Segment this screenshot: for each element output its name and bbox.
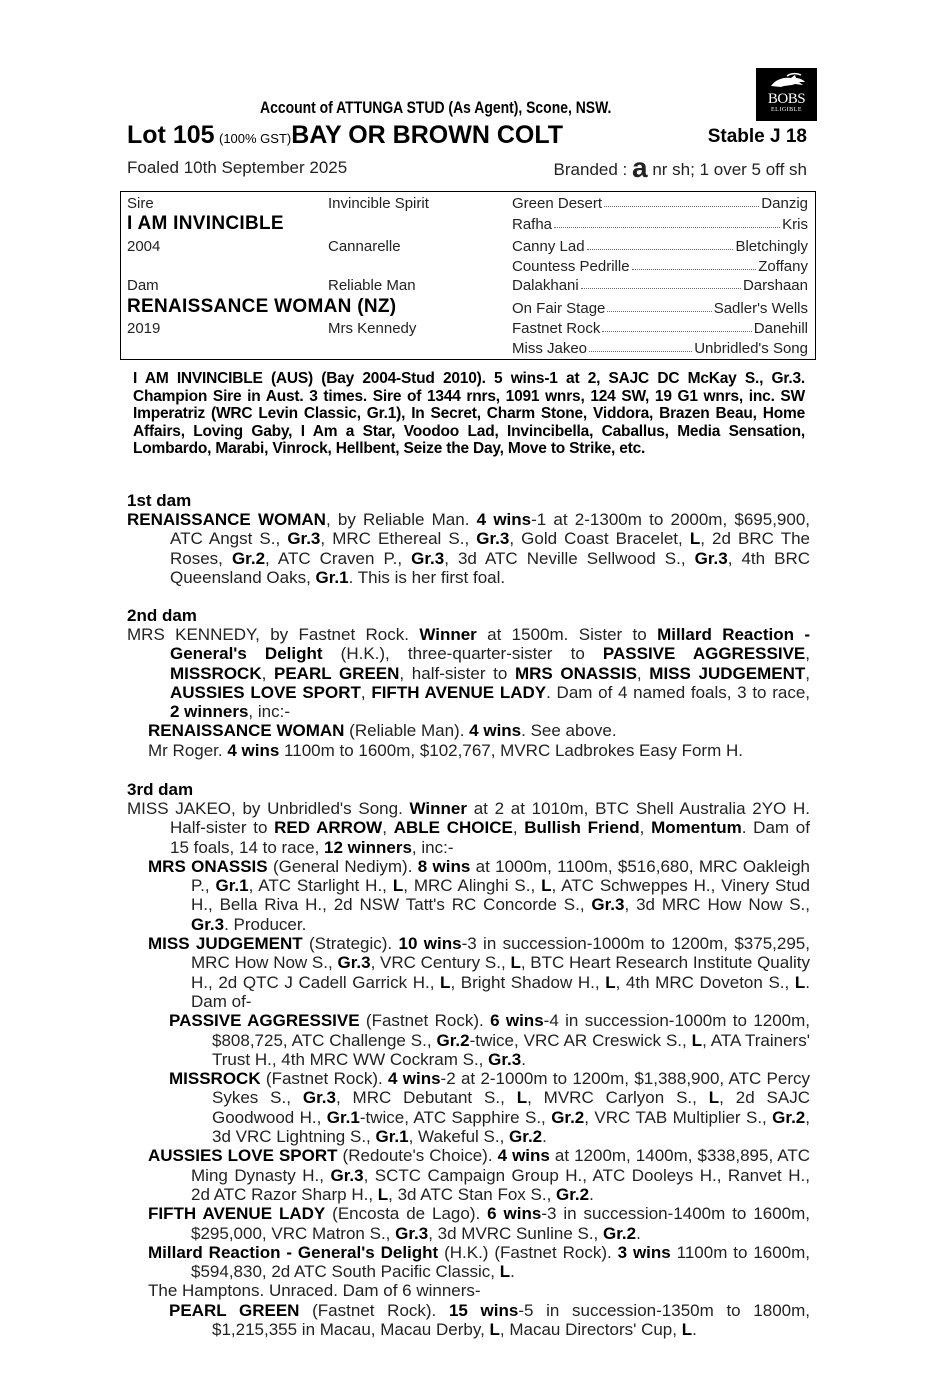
bold-text: L xyxy=(516,1088,528,1108)
text: at 1000m, 1100m, $516,680, MRC Oakleigh P., xyxy=(191,856,810,896)
bold-text: Gr.3 xyxy=(411,548,445,568)
text: , 4th MRC Doveton S., xyxy=(615,972,795,992)
text: , Gold Coast Bracelet, xyxy=(509,529,690,549)
text: (Redoute's Choice). xyxy=(337,1146,498,1166)
produce-entry xyxy=(127,857,810,934)
great-grandsire-name: Danehill xyxy=(753,320,808,337)
text: , BTC Heart Research Institute Quality H., 2d QTC J Cadell Garrick H., xyxy=(191,953,810,992)
grandparent-name: Miss Jakeo xyxy=(512,340,588,357)
text: . Dam of 4 named foals, 3 to race, xyxy=(546,682,811,702)
text: , 3d ATC Neville Sellwood S., xyxy=(444,548,695,568)
bold-text: 10 wins xyxy=(398,934,462,954)
leader-dots xyxy=(602,320,751,332)
produce-entry xyxy=(127,1243,810,1282)
bold-text: L xyxy=(605,972,616,992)
leader-dots xyxy=(587,238,734,250)
grandparent-name: Fastnet Rock xyxy=(512,320,601,337)
bold-text: Gr.3 xyxy=(488,1049,522,1069)
bold-text: L xyxy=(377,1184,389,1204)
grandparent-row xyxy=(512,238,808,255)
text: , Bright Shadow H., xyxy=(450,972,606,992)
bold-text: L xyxy=(681,1320,693,1340)
text: at 1200m, 1400m, $338,895, ATC Ming Dynasty H., xyxy=(191,1146,810,1185)
great-grandsire-name: Bletchingly xyxy=(735,238,808,255)
text: , ATC Schweppes H., Vinery Stud H., Bella Riva H., 2d NSW Tatt's RC Concorde S., xyxy=(191,876,810,915)
bold-text: PEARL GREEN xyxy=(169,1300,300,1320)
text: (Fastnet Rock). xyxy=(359,1011,491,1031)
grandparent-row xyxy=(512,216,808,233)
bold-text: L xyxy=(510,953,521,973)
bold-text: 4 wins xyxy=(476,510,532,529)
horse-head-icon xyxy=(765,72,809,92)
second-dam-entries xyxy=(127,625,810,760)
text: 1100m to 1600m, $102,767, MVRC Ladbrokes Easy Form H. xyxy=(279,740,743,760)
text: , 3d ATC Stan Fox S., xyxy=(388,1184,557,1204)
text: , xyxy=(360,682,372,702)
dam-sire: Reliable Man xyxy=(328,277,416,294)
text: . This is her first foal. xyxy=(348,567,506,587)
grandparent-name: Canny Lad xyxy=(512,238,585,255)
text: , half-sister to xyxy=(399,663,515,683)
text: . xyxy=(692,1320,697,1340)
leader-dots xyxy=(607,300,711,312)
text: . xyxy=(589,1184,594,1204)
leader-dots xyxy=(604,195,759,207)
bold-text: Bullish Friend xyxy=(524,818,640,838)
sire-summary: I AM INVINCIBLE (AUS) (Bay 2004-Stud 2010). 5 wins-1 at 2, SAJC DC McKay S., Gr.3. Champion Sire in Aust. 3 times. Sire of 1344 rnrs, 1091 wnrs, 124 SW, 19 G1 wnrs, inc. SW Imperatriz (WRC Levin Classic, Gr.1), In Secret, Charm Stone, Viddora, Brazen Beau, Home Affairs, Loving Gaby, I Am a Star, Voodoo Lad, Invincibella, Caballus, Media Sensation, Lombardo, Marabi, Vinrock, Hellbent, Seize the Day, Move to Strike, etc. xyxy=(133,370,805,457)
great-grandsire-name: Kris xyxy=(782,216,808,233)
bold-text: Gr.3 xyxy=(287,529,321,549)
branding-info xyxy=(554,152,807,184)
produce-entry xyxy=(127,741,810,760)
second-dam-section xyxy=(127,606,810,760)
great-grandsire-name: Zoffany xyxy=(758,258,808,275)
text: MRS KENNEDY, by Fastnet Rock. xyxy=(127,625,420,644)
text: . Dam of- xyxy=(191,972,810,1011)
bold-text: RED ARROW xyxy=(274,818,383,838)
text: (Strategic). xyxy=(302,934,399,954)
great-grandsire-name: Darshaan xyxy=(742,277,808,294)
text: . xyxy=(636,1223,641,1243)
bold-text: 6 wins xyxy=(487,1204,542,1224)
lot-header xyxy=(127,121,807,151)
produce-entry xyxy=(127,934,810,1011)
bold-text: Gr.3 xyxy=(191,914,225,934)
text: , inc:- xyxy=(248,702,290,722)
bold-text: FIFTH AVENUE LADY xyxy=(148,1204,326,1224)
text: Mr Roger. xyxy=(148,740,228,760)
text: , xyxy=(512,818,525,838)
leader-dots xyxy=(554,216,780,228)
second-dam-heading: 2nd dam xyxy=(127,606,197,625)
branded-detail: nr sh; 1 over 5 off sh xyxy=(652,160,807,179)
grandparent-row xyxy=(512,277,808,294)
bold-text: L xyxy=(689,529,701,549)
sire-dam: Cannarelle xyxy=(328,238,401,255)
bold-text: Gr.3 xyxy=(395,1223,429,1243)
bold-text: Momentum xyxy=(651,818,742,838)
bold-text: RENAISSANCE WOMAN xyxy=(148,721,345,741)
text: , xyxy=(261,663,274,683)
first-dam-heading: 1st dam xyxy=(127,491,192,510)
grandparent-row xyxy=(512,320,808,337)
text: , SCTC Campaign Group H., ATC Dooleys H., Ranvet H., 2d ATC Razor Sharp H., xyxy=(191,1165,810,1204)
bold-text: Gr.2 xyxy=(772,1107,806,1127)
text: , VRC TAB Multiplier S., xyxy=(584,1107,773,1127)
bold-text: MRS ONASSIS xyxy=(514,663,637,683)
sire-year: 2004 xyxy=(127,238,161,255)
bold-text: Gr.3 xyxy=(476,529,510,549)
bold-text: 8 wins xyxy=(417,856,471,876)
bold-text: Gr.2 xyxy=(556,1184,590,1204)
text: . xyxy=(510,1262,515,1282)
bold-text: Gr.3 xyxy=(337,953,371,973)
bold-text: L xyxy=(794,972,806,992)
text: , Macau Directors' Cup, xyxy=(499,1320,682,1340)
text: (Reliable Man). xyxy=(344,721,470,741)
text: -5 in succession-1350m to 1800m, $1,215,355 in Macau, Macau Derby, xyxy=(212,1300,810,1340)
bold-text: Millard Reaction - General's Delight xyxy=(148,1242,439,1262)
text: , VRC Century S., xyxy=(370,953,511,973)
text: -3 in succession-1000m to 1200m, $375,295, MRC How Now S., xyxy=(191,934,810,973)
bold-text: MISSROCK xyxy=(170,663,262,683)
bold-text: L xyxy=(499,1262,511,1282)
bold-text: Gr.3 xyxy=(694,548,728,568)
text: (General Nediym). xyxy=(267,856,418,876)
text: , xyxy=(639,818,652,838)
text: . xyxy=(542,1127,547,1147)
bold-text: RENAISSANCE WOMAN xyxy=(127,510,326,529)
text: , MRC Ethereal S., xyxy=(320,529,477,549)
bold-text: AUSSIES LOVE SPORT xyxy=(148,1146,338,1166)
great-grandsire-name: Unbridled's Song xyxy=(694,340,808,357)
bold-text: 3 wins xyxy=(617,1242,671,1262)
text: -2 at 2-1000m to 1200m, $1,388,900, ATC Percy Sykes S., xyxy=(212,1069,810,1108)
grandparent-name: On Fair Stage xyxy=(512,300,606,317)
pedigree-table xyxy=(120,191,816,360)
bold-text: PEARL GREEN xyxy=(274,663,400,683)
third-dam-section xyxy=(127,780,810,1339)
produce-entry xyxy=(127,1301,810,1340)
text: , xyxy=(805,663,810,683)
produce-entry xyxy=(127,1069,810,1146)
text: (H.K.) (Fastnet Rock). xyxy=(438,1242,618,1262)
bold-text: 12 winners xyxy=(324,837,412,857)
text: , 2d SAJC Goodwood H., xyxy=(212,1088,810,1127)
text: , inc:- xyxy=(411,837,454,857)
bold-text: 6 wins xyxy=(490,1011,544,1031)
grandparent-row xyxy=(512,340,808,357)
text: (H.K.), three-quarter-sister to xyxy=(322,644,603,664)
text: (Fastnet Rock). xyxy=(299,1300,449,1320)
text: The Hamptons. Unraced. Dam of 6 winners- xyxy=(148,1281,481,1301)
bold-text: Gr.1 xyxy=(326,1107,360,1127)
produce-entry xyxy=(127,1204,810,1243)
produce-entry xyxy=(127,721,810,740)
produce-entry xyxy=(127,1146,810,1204)
bold-text: L xyxy=(691,1030,703,1050)
bold-text: MISSROCK xyxy=(169,1069,261,1089)
leader-dots xyxy=(589,340,692,352)
bold-text: 15 wins xyxy=(448,1300,519,1320)
third-dam-heading: 3rd dam xyxy=(127,780,194,799)
bold-text: L xyxy=(708,1088,720,1108)
dam-name: RENAISSANCE WOMAN (NZ) xyxy=(127,296,397,317)
bold-text: Gr.1 xyxy=(315,567,349,587)
lot-number: Lot 105 xyxy=(127,121,215,149)
text: , MRC Debutant S., xyxy=(335,1088,517,1108)
text: , xyxy=(636,663,650,683)
text: , xyxy=(382,818,394,838)
sire-name: I AM INVINCIBLE xyxy=(127,213,284,234)
sire-label: Sire xyxy=(127,195,154,212)
bobs-eligible-logo xyxy=(756,68,817,121)
dam-dam: Mrs Kennedy xyxy=(328,320,417,337)
bold-text: Gr.2 xyxy=(603,1223,637,1243)
text: , 3d MVRC Sunline S., xyxy=(428,1223,604,1243)
grandparent-name: Rafha xyxy=(512,216,553,233)
gst-note: (100% GST) xyxy=(218,131,292,146)
bold-text: AUSSIES LOVE SPORT xyxy=(170,682,361,702)
text: . See above. xyxy=(521,721,617,741)
text: at 2 at 1010m, BTC Shell Australia 2YO H. Half-sister to xyxy=(170,799,810,838)
great-grandsire-name: Sadler's Wells xyxy=(713,300,808,317)
bold-text: Gr.1 xyxy=(215,876,249,896)
text: , xyxy=(805,644,810,664)
bold-text: L xyxy=(541,876,552,896)
text: . Dam of 15 foals, 14 to race, xyxy=(170,818,810,857)
bold-text: 4 wins xyxy=(388,1069,441,1089)
produce-entry xyxy=(127,1281,810,1300)
text: , 3d MRC How Now S., xyxy=(624,895,810,915)
text: , 2d BRC The Roses, xyxy=(170,529,810,568)
grandparent-name: Dalakhani xyxy=(512,277,579,294)
bold-text: L xyxy=(392,876,404,896)
produce-entry xyxy=(127,625,810,721)
produce-entry xyxy=(127,510,810,587)
grandparent-name: Green Desert xyxy=(512,195,603,212)
bold-text: Millard Reaction - General's Delight xyxy=(170,625,810,664)
bold-text: PASSIVE AGGRESSIVE xyxy=(169,1011,360,1031)
text: MISS JAKEO, by Unbridled's Song. xyxy=(127,799,410,818)
logo-title: BOBS xyxy=(767,91,806,107)
text: , 4th BRC Queensland Oaks, xyxy=(170,548,811,587)
grandparent-row xyxy=(512,195,808,212)
logo-subtitle: ELIGIBLE xyxy=(771,107,802,113)
text: -twice, ATC Sapphire S., xyxy=(359,1107,552,1127)
bold-text: Winner xyxy=(419,625,477,644)
great-grandsire-name: Danzig xyxy=(761,195,808,212)
bold-text: 2 winners xyxy=(170,702,249,722)
first-dam-section xyxy=(127,491,810,587)
grandparent-name: Countess Pedrille xyxy=(512,258,630,275)
dam-year: 2019 xyxy=(127,320,161,337)
text: , 3d VRC Lightning S., xyxy=(212,1107,810,1147)
text: -3 in succession-1400m to 1600m, $295,000, VRC Matron S., xyxy=(191,1204,810,1243)
leader-dots xyxy=(632,258,757,270)
bold-text: FIFTH AVENUE LADY xyxy=(371,682,547,702)
leader-dots xyxy=(581,277,741,289)
first-dam-entries xyxy=(127,510,810,587)
bold-text: Gr.3 xyxy=(591,895,625,915)
bold-text: Gr.3 xyxy=(330,1165,364,1185)
sire-sire: Invincible Spirit xyxy=(328,195,429,212)
grandparent-row xyxy=(512,300,808,317)
text: , MRC Alinghi S., xyxy=(403,876,542,896)
text: , ATC Craven P., xyxy=(265,548,412,568)
branded-label: Branded : xyxy=(553,160,628,179)
text: , ATA Trainers' Trust H., 4th MRC WW Cockram S., xyxy=(212,1030,810,1069)
bold-text: 4 wins xyxy=(227,740,280,760)
text: , by Reliable Man. xyxy=(325,510,477,529)
text: . xyxy=(521,1049,526,1069)
third-dam-entries xyxy=(127,799,810,1339)
text: . Producer. xyxy=(224,914,307,934)
bold-text: Gr.1 xyxy=(375,1127,409,1147)
horse-description: BAY OR BROWN COLT xyxy=(291,121,563,149)
bold-text: Gr.2 xyxy=(436,1030,470,1050)
text: -twice, VRC AR Creswick S., xyxy=(469,1030,692,1050)
bold-text: Gr.2 xyxy=(551,1107,585,1127)
bold-text: ABLE CHOICE xyxy=(393,818,513,838)
text: (Encosta de Lago). xyxy=(325,1204,488,1224)
produce-entry xyxy=(127,799,810,857)
bold-text: Gr.2 xyxy=(509,1127,543,1147)
bold-text: PASSIVE AGGRESSIVE xyxy=(602,644,806,664)
bold-text: 4 wins xyxy=(469,721,522,741)
text: -1 at 2-1300m to 2000m, $695,900, ATC Angst S., xyxy=(170,510,811,549)
grandparent-row xyxy=(512,258,808,275)
bold-text: 4 wins xyxy=(497,1146,550,1166)
bold-text: MRS ONASSIS xyxy=(148,856,268,876)
bold-text: L xyxy=(489,1320,500,1340)
bold-text: L xyxy=(440,972,451,992)
bold-text: Gr.2 xyxy=(231,548,266,568)
brand-symbol: a xyxy=(632,152,648,183)
bold-text: MISS JUDGEMENT xyxy=(148,934,303,954)
text: , Wakeful S., xyxy=(408,1127,510,1147)
foaled-date: Foaled 10th September 2025 xyxy=(127,158,348,177)
bold-text: Gr.3 xyxy=(302,1088,336,1108)
text: , MVRC Carlyon S., xyxy=(527,1088,709,1108)
produce-entry xyxy=(127,1011,810,1069)
bold-text: Winner xyxy=(409,799,467,818)
vendor-account: Account of ATTUNGA STUD (As Agent), Scone, NSW. xyxy=(260,98,612,117)
bold-text: MISS JUDGEMENT xyxy=(649,663,806,683)
text: , ATC Starlight H., xyxy=(248,876,393,896)
stable-location: Stable J 18 xyxy=(707,126,807,147)
text: -4 in succession-1000m to 1200m, $808,725, ATC Challenge S., xyxy=(212,1011,810,1050)
text: 1100m to 1600m, $594,830, 2d ATC South Pacific Classic, xyxy=(191,1242,811,1282)
text: (Fastnet Rock). xyxy=(260,1069,388,1089)
dam-label: Dam xyxy=(127,277,159,294)
text: at 1500m. Sister to xyxy=(476,625,658,644)
